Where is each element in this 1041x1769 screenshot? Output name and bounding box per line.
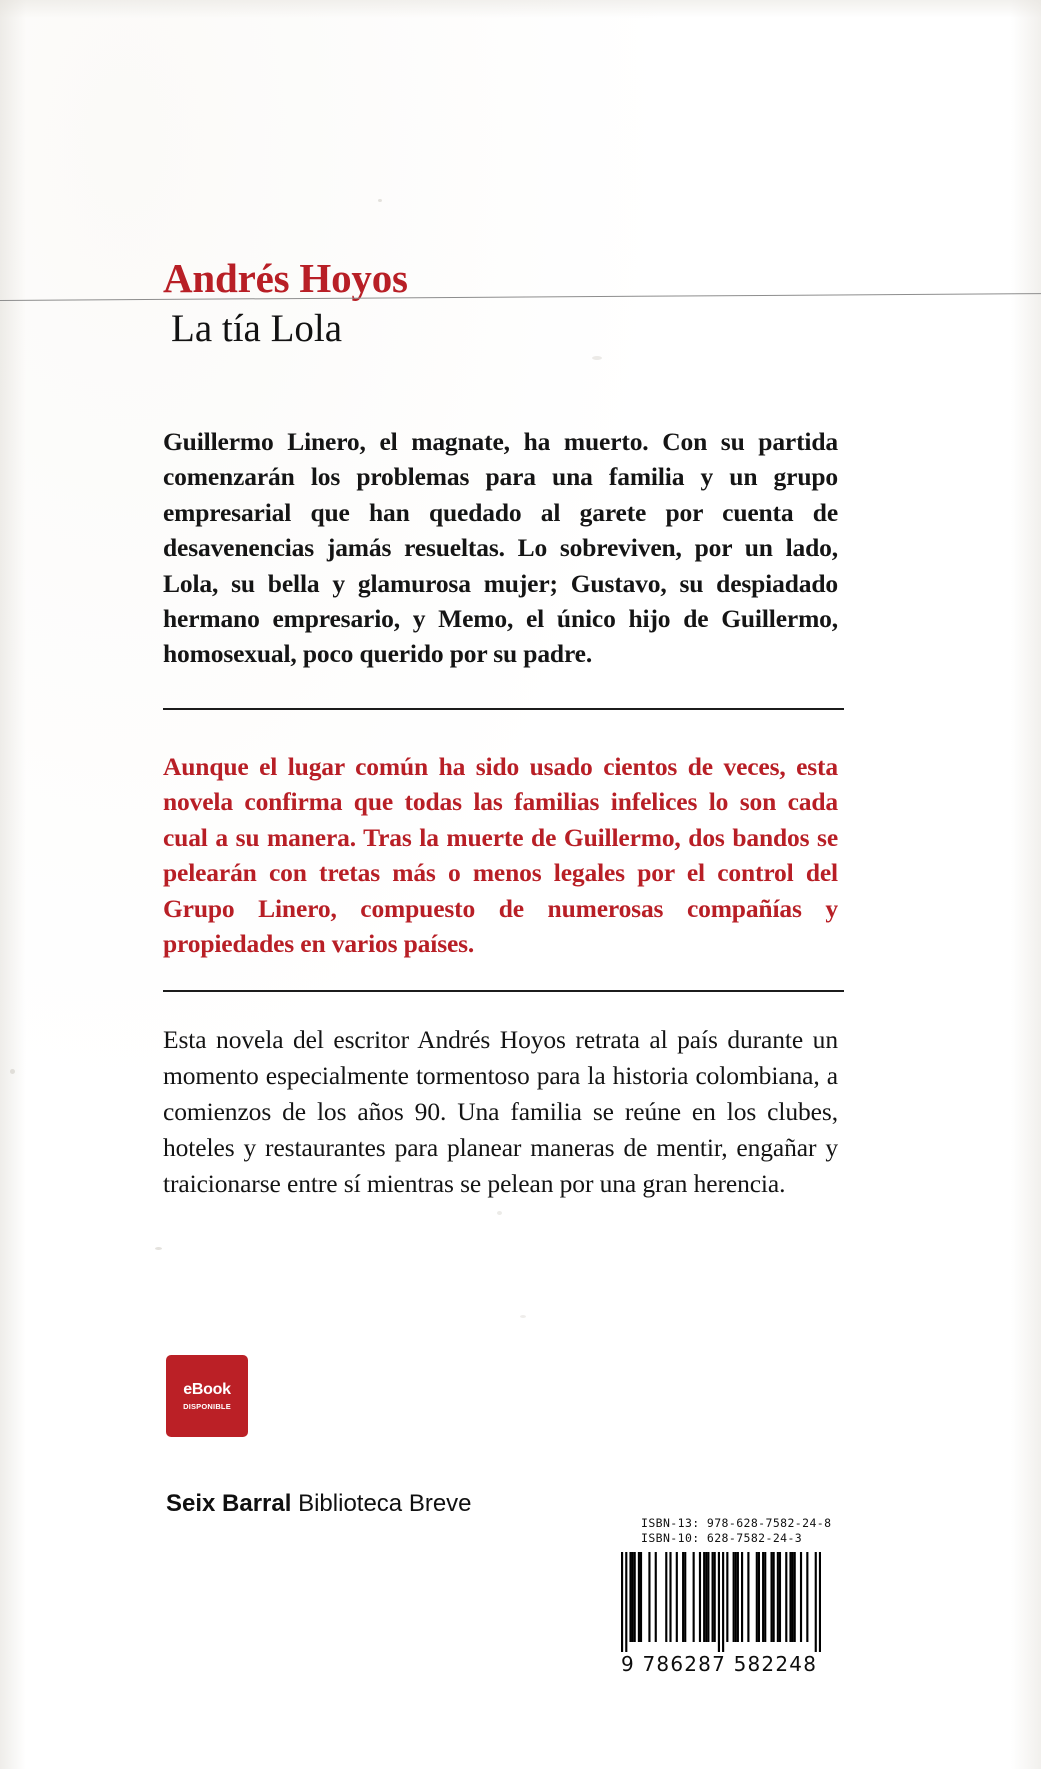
isbn-10: ISBN-10: 628-7582-24-3 xyxy=(641,1531,803,1545)
scan-speck xyxy=(592,356,602,360)
scan-edge-shadow-left xyxy=(0,0,26,1769)
scan-speck xyxy=(10,1069,15,1074)
author-name: Andrés Hoyos xyxy=(163,255,408,301)
book-title: La tía Lola xyxy=(171,307,343,350)
synopsis-paragraph-red: Aunque el lugar común ha sido usado cientos de veces, esta novela confirma que todas las familias infelices lo son cada cual a su manera. Tras la muerte de Guillermo, dos bandos se pelearán con tretas más o menos legales por el control del Grupo Linero, compuesto de numerosas compañías y propiedades en varios países. xyxy=(163,752,838,959)
isbn-13: ISBN-13: 978-628-7582-24-8 xyxy=(641,1516,832,1530)
scan-speck xyxy=(155,1247,162,1250)
ebook-available-badge xyxy=(166,1355,248,1437)
scan-speck xyxy=(520,1315,526,1318)
collection-name: Biblioteca Breve xyxy=(291,1490,472,1517)
scan-edge-shadow-right xyxy=(1011,0,1041,1769)
synopsis-paragraph-bold: Guillermo Linero, el magnate, ha muerto. Con su partida comenzarán los problemas para una familia y un grupo empresarial que han quedado al garete por cuenta de desavenencias jamás resueltas. Lo sobreviven, por un lado, Lola, su bella y glamurosa mujer; Gustavo, su despiadado hermano empresario, y Memo, el único hijo de Guillermo, homosexual, poco querido por su padre. xyxy=(163,427,838,669)
ebook-badge-sublabel: DISPONIBLE xyxy=(183,1401,231,1411)
barcode-digits: 9 786287 582248 xyxy=(621,1652,818,1676)
divider-rule-upper xyxy=(163,708,844,710)
scan-speck xyxy=(378,199,382,202)
synopsis-paragraph-plain: Esta novela del escritor Andrés Hoyos retrata al país durante un momento especialmente tormentoso para la historia colombiana, a comienzos de los años 90. Una familia se reúne en los clubes, hoteles y restaurantes para planear maneras de mentir, engañar y traicionarse entre sí mientras se pelean por una gran herencia. xyxy=(163,1025,838,1198)
scan-edge-shadow-top xyxy=(0,0,1041,18)
publisher-imprint xyxy=(166,1490,472,1518)
barcode xyxy=(621,1552,821,1652)
divider-rule-lower xyxy=(163,990,844,992)
publisher-name: Seix Barral xyxy=(166,1490,292,1517)
barcode-bars-icon xyxy=(621,1552,821,1652)
book-header xyxy=(163,255,846,350)
ebook-badge-label: eBook xyxy=(183,1380,231,1398)
isbn-text-block xyxy=(641,1516,831,1546)
scan-speck xyxy=(497,1211,502,1215)
